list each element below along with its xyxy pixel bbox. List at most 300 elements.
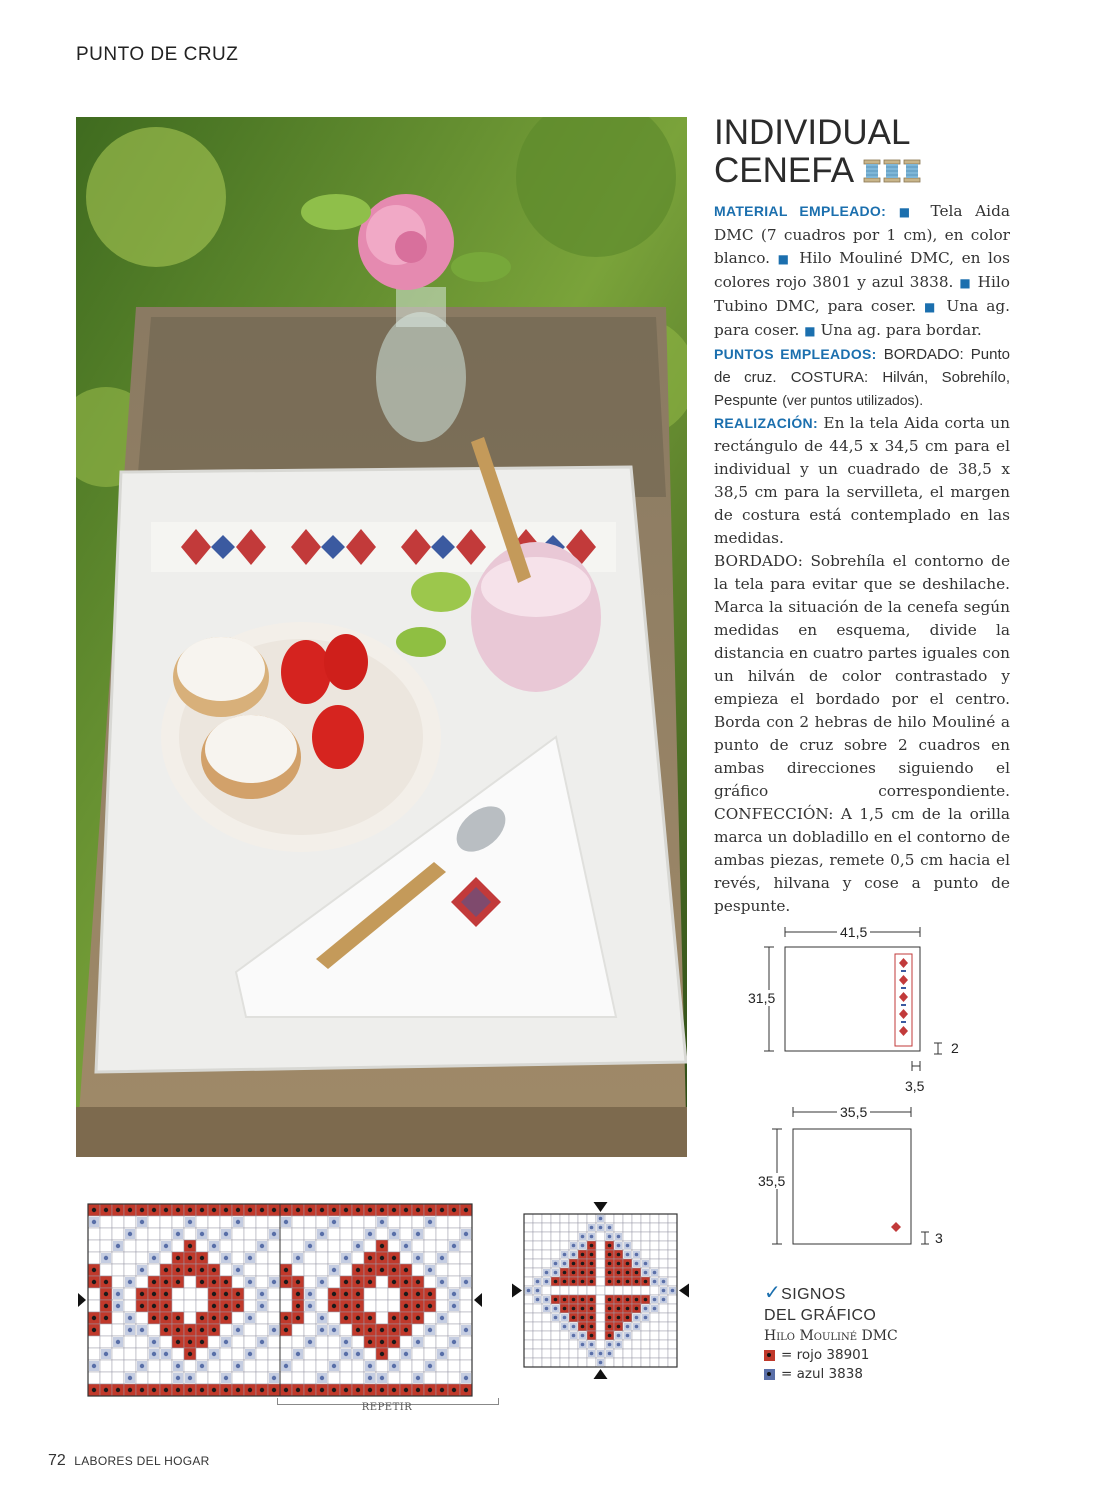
blue-stitch-fill bbox=[137, 1361, 147, 1371]
red-stitch bbox=[356, 1292, 360, 1296]
grid-cell bbox=[533, 1232, 542, 1241]
red-stitch bbox=[284, 1280, 288, 1284]
grid-cell bbox=[424, 1276, 436, 1288]
grid-cell bbox=[196, 1216, 208, 1228]
grid-cell bbox=[533, 1349, 542, 1358]
red-stitch bbox=[368, 1208, 372, 1212]
blue-stitch bbox=[626, 1325, 630, 1329]
blue-stitch bbox=[644, 1262, 648, 1266]
bullet-square-icon: ■ bbox=[959, 276, 972, 290]
blue-stitch-fill bbox=[197, 1361, 207, 1371]
red-stitch bbox=[164, 1316, 168, 1320]
red-stitch bbox=[200, 1388, 204, 1392]
grid-cell bbox=[569, 1214, 578, 1223]
red-stitch bbox=[581, 1262, 585, 1266]
grid-cell bbox=[650, 1250, 659, 1259]
grid-cell bbox=[560, 1331, 569, 1340]
grid-cell bbox=[578, 1349, 587, 1358]
grid-cell bbox=[533, 1268, 542, 1277]
red-stitch bbox=[104, 1304, 108, 1308]
grid-cell bbox=[328, 1348, 340, 1360]
red-stitch bbox=[104, 1316, 108, 1320]
grid-cell bbox=[304, 1252, 316, 1264]
grid-cell bbox=[352, 1372, 364, 1384]
grid-cell bbox=[232, 1228, 244, 1240]
red-stitch bbox=[404, 1388, 408, 1392]
material-item-3: Hilo Tubino DMC, para coser. bbox=[714, 273, 1010, 315]
red-stitch bbox=[164, 1268, 168, 1272]
red-stitch bbox=[590, 1298, 594, 1302]
red-stitch bbox=[296, 1388, 300, 1392]
red-stitch bbox=[608, 1253, 612, 1257]
grid-cell bbox=[524, 1304, 533, 1313]
grid-cell bbox=[352, 1252, 364, 1264]
grid-cell bbox=[524, 1313, 533, 1322]
red-stitch bbox=[563, 1307, 567, 1311]
red-stitch bbox=[581, 1307, 585, 1311]
red-stitch bbox=[344, 1280, 348, 1284]
grid-cell bbox=[448, 1312, 460, 1324]
grid-cell bbox=[364, 1348, 376, 1360]
grid-cell bbox=[376, 1300, 388, 1312]
material-item-1: Tela Aida DMC (7 cuadros por 1 cm), en color blanco. bbox=[714, 202, 1010, 267]
red-stitch bbox=[116, 1388, 120, 1392]
red-stitch bbox=[416, 1316, 420, 1320]
grid-cell bbox=[280, 1348, 292, 1360]
section-title: PUNTO DE CRUZ bbox=[76, 44, 239, 65]
blue-stitch bbox=[653, 1307, 657, 1311]
blue-stitch-fill bbox=[113, 1337, 123, 1347]
red-stitch bbox=[392, 1280, 396, 1284]
red-stitch bbox=[188, 1388, 192, 1392]
blue-stitch-fill bbox=[245, 1253, 255, 1263]
blue-stitch bbox=[590, 1343, 594, 1347]
red-stitch bbox=[152, 1316, 156, 1320]
grid-cell bbox=[124, 1240, 136, 1252]
grid-cell bbox=[424, 1336, 436, 1348]
grid-cell bbox=[623, 1232, 632, 1241]
grid-cell bbox=[340, 1324, 352, 1336]
grid-cell bbox=[124, 1360, 136, 1372]
red-stitch bbox=[308, 1208, 312, 1212]
blue-stitch bbox=[572, 1244, 576, 1248]
red-stitch bbox=[284, 1328, 288, 1332]
material-item-4: Una ag. para coser. bbox=[714, 297, 1010, 339]
grid-cell bbox=[280, 1240, 292, 1252]
grid-cell bbox=[623, 1340, 632, 1349]
blue-stitch bbox=[590, 1352, 594, 1356]
grid-cell bbox=[668, 1223, 677, 1232]
grid-cell bbox=[460, 1348, 472, 1360]
grid-cell bbox=[524, 1223, 533, 1232]
grid-cell bbox=[448, 1216, 460, 1228]
grid-cell bbox=[560, 1349, 569, 1358]
grid-cell bbox=[524, 1358, 533, 1367]
grid-cell bbox=[533, 1241, 542, 1250]
grid-cell bbox=[436, 1216, 448, 1228]
grid-cell bbox=[668, 1340, 677, 1349]
grid-cell bbox=[448, 1276, 460, 1288]
red-stitch bbox=[200, 1328, 204, 1332]
blue-stitch-fill bbox=[341, 1253, 351, 1263]
grid-cell bbox=[292, 1240, 304, 1252]
grid-cell bbox=[292, 1324, 304, 1336]
red-stitch bbox=[617, 1271, 621, 1275]
table-setting-photo bbox=[76, 117, 687, 1157]
grid-cell bbox=[400, 1228, 412, 1240]
red-stitch bbox=[368, 1316, 372, 1320]
placemat-schema bbox=[745, 920, 975, 1100]
grid-cell bbox=[340, 1216, 352, 1228]
blue-stitch bbox=[554, 1316, 558, 1320]
grid-cell bbox=[448, 1264, 460, 1276]
center-arrow-icon bbox=[474, 1293, 482, 1307]
blue-stitch-fill bbox=[413, 1337, 423, 1347]
blue-stitch bbox=[635, 1325, 639, 1329]
grid-cell bbox=[650, 1331, 659, 1340]
grid-cell bbox=[641, 1331, 650, 1340]
grid-cell bbox=[587, 1358, 596, 1367]
grid-cell bbox=[88, 1240, 100, 1252]
grid-cell bbox=[88, 1300, 100, 1312]
grid-cell bbox=[436, 1360, 448, 1372]
grid-cell bbox=[364, 1240, 376, 1252]
red-stitch bbox=[416, 1208, 420, 1212]
grid-cell bbox=[136, 1348, 148, 1360]
red-stitch bbox=[176, 1328, 180, 1332]
grid-cell bbox=[424, 1348, 436, 1360]
red-stitch bbox=[581, 1298, 585, 1302]
red-stitch bbox=[152, 1388, 156, 1392]
bullet-square-icon: ■ bbox=[804, 324, 816, 338]
red-stitch bbox=[212, 1316, 216, 1320]
blue-stitch-fill bbox=[125, 1373, 135, 1383]
grid-cell bbox=[632, 1349, 641, 1358]
grid-cell bbox=[304, 1276, 316, 1288]
grid-cell bbox=[641, 1232, 650, 1241]
red-stitch bbox=[224, 1316, 228, 1320]
grid-cell bbox=[112, 1348, 124, 1360]
grid-cell bbox=[328, 1228, 340, 1240]
grid-cell bbox=[376, 1288, 388, 1300]
blue-stitch-fill bbox=[449, 1241, 459, 1251]
red-stitch bbox=[644, 1280, 648, 1284]
red-stitch bbox=[572, 1298, 576, 1302]
grid-cell bbox=[460, 1360, 472, 1372]
blue-stitch-fill bbox=[437, 1253, 447, 1263]
red-stitch bbox=[176, 1316, 180, 1320]
grid-cell bbox=[596, 1295, 605, 1304]
grid-cell bbox=[460, 1252, 472, 1264]
blue-stitch-fill bbox=[365, 1373, 375, 1383]
blue-stitch-fill bbox=[149, 1349, 159, 1359]
red-stitch bbox=[608, 1262, 612, 1266]
blue-stitch bbox=[608, 1352, 612, 1356]
grid-cell bbox=[160, 1216, 172, 1228]
red-stitch bbox=[236, 1292, 240, 1296]
grid-cell bbox=[268, 1300, 280, 1312]
grid-cell bbox=[208, 1360, 220, 1372]
blue-stitch-fill bbox=[257, 1289, 267, 1299]
grid-cell bbox=[551, 1358, 560, 1367]
red-stitch bbox=[581, 1253, 585, 1257]
grid-cell bbox=[569, 1232, 578, 1241]
grid-cell bbox=[268, 1360, 280, 1372]
red-stitch bbox=[224, 1304, 228, 1308]
blue-stitch bbox=[635, 1316, 639, 1320]
grid-cell bbox=[551, 1322, 560, 1331]
red-stitch bbox=[617, 1253, 621, 1257]
red-stitch bbox=[272, 1388, 276, 1392]
red-stitch bbox=[392, 1268, 396, 1272]
red-stitch bbox=[152, 1292, 156, 1296]
red-stitch bbox=[236, 1208, 240, 1212]
red-stitch bbox=[392, 1388, 396, 1392]
grid-cell bbox=[100, 1372, 112, 1384]
blue-stitch-fill bbox=[305, 1337, 315, 1347]
grid-cell bbox=[268, 1216, 280, 1228]
grid-cell bbox=[614, 1223, 623, 1232]
blue-stitch-fill bbox=[89, 1217, 99, 1227]
grid-cell bbox=[668, 1241, 677, 1250]
blue-stitch-fill bbox=[137, 1217, 147, 1227]
red-stitch bbox=[152, 1280, 156, 1284]
red-stitch bbox=[635, 1307, 639, 1311]
blue-stitch-fill bbox=[317, 1325, 327, 1335]
grid-cell bbox=[650, 1214, 659, 1223]
blue-stitch bbox=[644, 1316, 648, 1320]
grid-cell bbox=[376, 1228, 388, 1240]
grid-cell bbox=[172, 1240, 184, 1252]
title-line-2-text: CENEFA bbox=[714, 151, 855, 190]
grid-cell bbox=[208, 1372, 220, 1384]
center-arrow-icon bbox=[679, 1284, 689, 1298]
grid-cell bbox=[172, 1348, 184, 1360]
blue-stitch bbox=[662, 1298, 666, 1302]
grid-cell bbox=[542, 1241, 551, 1250]
puntos-paragraph bbox=[714, 343, 1010, 412]
grid-cell bbox=[668, 1358, 677, 1367]
blue-stitch-fill bbox=[161, 1241, 171, 1251]
grid-cell bbox=[436, 1240, 448, 1252]
realizacion-paragraph bbox=[714, 412, 1010, 550]
red-stitch bbox=[140, 1208, 144, 1212]
red-stitch bbox=[200, 1316, 204, 1320]
red-stitch bbox=[296, 1316, 300, 1320]
red-stitch bbox=[176, 1340, 180, 1344]
grid-cell bbox=[542, 1259, 551, 1268]
red-stitch bbox=[572, 1280, 576, 1284]
red-stitch bbox=[380, 1340, 384, 1344]
grid-cell bbox=[641, 1349, 650, 1358]
grid-cell bbox=[596, 1232, 605, 1241]
grid-cell bbox=[533, 1214, 542, 1223]
red-stitch bbox=[356, 1268, 360, 1272]
grid-cell bbox=[304, 1360, 316, 1372]
blue-stitch-fill bbox=[137, 1265, 147, 1275]
blue-stitch bbox=[545, 1307, 549, 1311]
grid-cell bbox=[578, 1214, 587, 1223]
grid-cell bbox=[280, 1228, 292, 1240]
red-stitch bbox=[104, 1280, 108, 1284]
grid-cell bbox=[160, 1336, 172, 1348]
grid-cell bbox=[340, 1240, 352, 1252]
red-stitch bbox=[320, 1388, 324, 1392]
blue-stitch bbox=[527, 1289, 531, 1293]
red-stitch bbox=[332, 1304, 336, 1308]
grid-cell bbox=[172, 1288, 184, 1300]
red-stitch bbox=[152, 1208, 156, 1212]
grid-cell bbox=[551, 1340, 560, 1349]
red-stitch bbox=[200, 1340, 204, 1344]
red-stitch bbox=[590, 1262, 594, 1266]
blue-stitch-fill bbox=[449, 1301, 459, 1311]
red-stitch bbox=[428, 1292, 432, 1296]
grid-cell bbox=[551, 1286, 560, 1295]
material-label: MATERIAL EMPLEADO: bbox=[714, 203, 887, 219]
grid-cell bbox=[460, 1240, 472, 1252]
grid-cell bbox=[650, 1232, 659, 1241]
grid-cell bbox=[136, 1276, 148, 1288]
legend-item-red-label: = rojo 38901 bbox=[781, 1347, 870, 1363]
red-stitch bbox=[356, 1316, 360, 1320]
grid-cell bbox=[650, 1241, 659, 1250]
grid-cell bbox=[112, 1276, 124, 1288]
grid-cell bbox=[533, 1358, 542, 1367]
red-stitch bbox=[164, 1280, 168, 1284]
red-stitch bbox=[380, 1256, 384, 1260]
red-stitch bbox=[608, 1307, 612, 1311]
grid-cell bbox=[560, 1214, 569, 1223]
napkin-chart bbox=[510, 1200, 690, 1390]
grid-cell bbox=[196, 1300, 208, 1312]
red-stitch bbox=[644, 1298, 648, 1302]
blue-stitch-fill bbox=[161, 1349, 171, 1359]
grid-cell bbox=[551, 1232, 560, 1241]
grid-cell bbox=[412, 1324, 424, 1336]
realizacion-label: REALIZACIÓN: bbox=[714, 415, 818, 431]
grid-cell bbox=[542, 1286, 551, 1295]
red-stitch bbox=[356, 1304, 360, 1308]
blue-stitch-fill bbox=[149, 1337, 159, 1347]
grid-cell bbox=[148, 1372, 160, 1384]
grid-cell bbox=[614, 1358, 623, 1367]
thread-spool-icon bbox=[862, 154, 922, 192]
red-stitch bbox=[92, 1328, 96, 1332]
blue-stitch-fill bbox=[329, 1265, 339, 1275]
blue-stitch bbox=[536, 1280, 540, 1284]
red-stitch-swatch bbox=[764, 1350, 775, 1361]
red-stitch bbox=[272, 1208, 276, 1212]
red-stitch bbox=[332, 1388, 336, 1392]
blue-stitch-fill bbox=[317, 1277, 327, 1287]
blue-stitch-fill bbox=[89, 1361, 99, 1371]
napkin-schema bbox=[755, 1100, 955, 1250]
center-arrow-icon bbox=[512, 1284, 522, 1298]
grid-cell bbox=[436, 1300, 448, 1312]
blue-stitch bbox=[635, 1253, 639, 1257]
grid-cell bbox=[448, 1228, 460, 1240]
grid-cell bbox=[533, 1250, 542, 1259]
red-stitch bbox=[128, 1388, 132, 1392]
grid-cell bbox=[668, 1277, 677, 1286]
grid-cell bbox=[641, 1214, 650, 1223]
grid-cell bbox=[328, 1252, 340, 1264]
grid-cell bbox=[533, 1223, 542, 1232]
blue-stitch-fill bbox=[257, 1241, 267, 1251]
grid-cell bbox=[148, 1324, 160, 1336]
grid-cell bbox=[436, 1336, 448, 1348]
grid-cell bbox=[280, 1300, 292, 1312]
red-stitch bbox=[626, 1316, 630, 1320]
grid-cell bbox=[524, 1349, 533, 1358]
grid-cell bbox=[412, 1360, 424, 1372]
red-stitch bbox=[176, 1256, 180, 1260]
grid-cell bbox=[196, 1348, 208, 1360]
repeat-label: REPETIR bbox=[361, 1402, 413, 1413]
grid-cell bbox=[524, 1331, 533, 1340]
blue-stitch bbox=[653, 1280, 657, 1284]
red-stitch bbox=[428, 1388, 432, 1392]
grid-cell bbox=[424, 1252, 436, 1264]
red-stitch bbox=[416, 1280, 420, 1284]
grid-cell bbox=[578, 1223, 587, 1232]
grid-cell bbox=[623, 1214, 632, 1223]
bullet-square-icon: ■ bbox=[924, 300, 939, 314]
grid-cell bbox=[614, 1349, 623, 1358]
grid-cell bbox=[316, 1264, 328, 1276]
grid-cell bbox=[448, 1252, 460, 1264]
blue-stitch-fill bbox=[353, 1349, 363, 1359]
red-stitch bbox=[590, 1253, 594, 1257]
page-number: 72 bbox=[48, 1452, 66, 1469]
grid-cell bbox=[524, 1322, 533, 1331]
blue-stitch-fill bbox=[329, 1217, 339, 1227]
grid-cell bbox=[100, 1216, 112, 1228]
red-stitch bbox=[212, 1304, 216, 1308]
blue-stitch bbox=[599, 1226, 603, 1230]
grid-cell bbox=[641, 1358, 650, 1367]
red-stitch bbox=[296, 1280, 300, 1284]
red-stitch bbox=[164, 1304, 168, 1308]
grid-cell bbox=[569, 1358, 578, 1367]
grid-cell bbox=[533, 1331, 542, 1340]
blue-stitch bbox=[644, 1271, 648, 1275]
red-stitch bbox=[608, 1325, 612, 1329]
grid-cell bbox=[268, 1288, 280, 1300]
grid-cell bbox=[388, 1372, 400, 1384]
grid-cell bbox=[208, 1336, 220, 1348]
grid-cell bbox=[632, 1331, 641, 1340]
grid-cell bbox=[650, 1313, 659, 1322]
blue-stitch-fill bbox=[437, 1349, 447, 1359]
grid-cell bbox=[124, 1300, 136, 1312]
grid-cell bbox=[352, 1228, 364, 1240]
red-stitch bbox=[626, 1262, 630, 1266]
grid-cell bbox=[460, 1312, 472, 1324]
grid-cell bbox=[659, 1349, 668, 1358]
red-stitch bbox=[200, 1268, 204, 1272]
blue-stitch bbox=[554, 1307, 558, 1311]
puntos-note: (ver puntos utilizados). bbox=[782, 392, 924, 408]
grid-cell bbox=[533, 1322, 542, 1331]
red-stitch bbox=[464, 1208, 468, 1212]
checkmark-icon: ✓ bbox=[764, 1280, 782, 1304]
grid-cell bbox=[316, 1348, 328, 1360]
grid-cell bbox=[316, 1288, 328, 1300]
grid-cell bbox=[112, 1372, 124, 1384]
red-stitch bbox=[92, 1388, 96, 1392]
